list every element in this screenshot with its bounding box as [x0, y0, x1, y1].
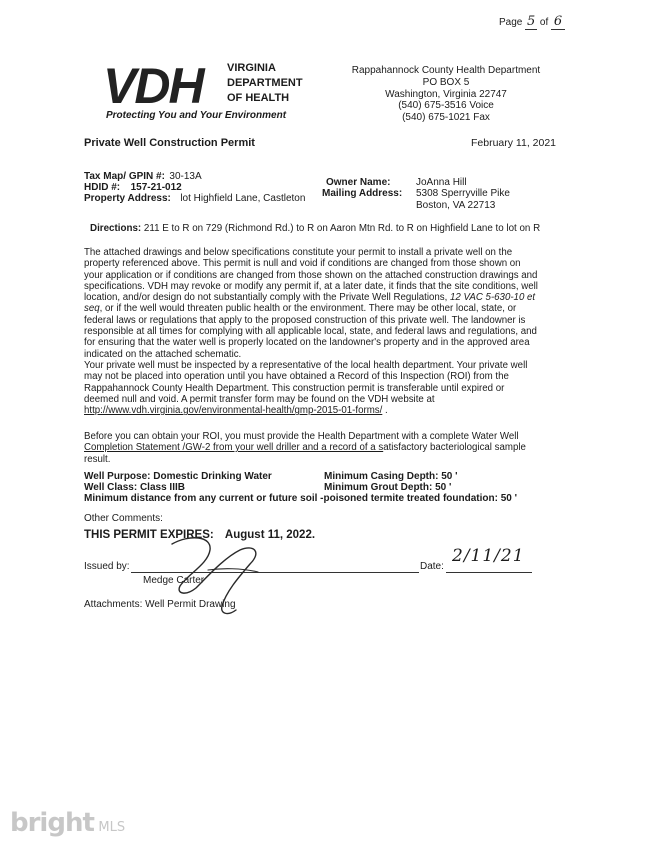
logo-line-department: DEPARTMENT	[227, 77, 303, 89]
roi-paragraph	[84, 431, 570, 465]
owner-value: JoAnna Hill	[416, 177, 467, 188]
agency-fax: (540) 675-1021 Fax	[402, 112, 490, 124]
page-label: Page	[499, 17, 523, 28]
regulation-citation: 12 VAC 5-630-10 et	[450, 292, 536, 304]
terms-line: responsible at all times for complying with all applicable local, state, and federal laws and regulations, and	[84, 326, 537, 338]
link-suffix: .	[382, 405, 388, 417]
well-class: Well Class: Class IIIB	[84, 482, 185, 493]
agency-address	[348, 65, 544, 124]
min-foundation-distance: Minimum distance from any current or future soil -poisoned termite treated foundation: 50 '	[84, 493, 517, 504]
terms-line	[84, 303, 570, 314]
logo-department	[227, 61, 303, 106]
roi-line: Before you can obtain your ROI, you must provide the Health Department with a complete Water Well	[84, 431, 519, 442]
terms-line	[84, 292, 570, 303]
terms-line: The attached drawings and below specifications constitute your permit to install a private well on the	[84, 247, 513, 258]
inspection-line: may not be placed into operation until you have obtained a Record of this Inspection (ROI) from the	[84, 371, 509, 383]
terms-line: specifications. VDH may revoke or modify any permit if, at a later date, it finds that the site conditions, well	[84, 280, 538, 292]
directions	[90, 223, 540, 234]
terms-line: property referenced above. This permit is null and void if conditions are changed from those shown on	[84, 258, 521, 270]
hdid-label: HDID #:	[84, 182, 121, 193]
terms-line: your application or if conditions are changed from those shown on the attached construction drawings and	[84, 269, 538, 281]
terms-line: for ensuring that the water well is properly located on the landowner's property and in the approved area	[84, 337, 530, 349]
property-label: Property Address:	[84, 193, 171, 204]
terms-line: federal laws or regulations that apply to the proposed construction of this private well. The landowner is	[84, 314, 526, 326]
page-number	[499, 14, 565, 30]
logo-initials: VDH	[103, 58, 203, 114]
issued-by-label: Issued by:	[84, 561, 130, 572]
permit-terms-paragraph	[84, 247, 570, 416]
agency-po-box: PO BOX 5	[422, 76, 470, 88]
mailing-line-2: Boston, VA 22713	[416, 200, 496, 211]
property-value: lot Highfield Lane, Castleton	[180, 193, 306, 204]
date-line	[446, 572, 532, 573]
mailing-label: Mailing Address:	[322, 188, 403, 199]
min-grout-depth: Minimum Grout Depth: 50 '	[324, 482, 452, 493]
directions-text: 211 E to R on 729 (Richmond Rd.) to R on Aaron Mtn Rd. to R on Highfield Lane to lot on R	[143, 223, 541, 234]
owner-label: Owner Name:	[326, 177, 391, 188]
inspection-line: Rappahannock County Health Department. This construction permit is transferable until expired or	[84, 382, 505, 394]
inspection-line: Your private well must be inspected by a representative of the local health department. Your private well	[84, 359, 528, 371]
document-date: February 11, 2021	[471, 137, 557, 149]
other-comments: Other Comments:	[84, 513, 163, 524]
logo-tagline: Protecting You and Your Environment	[106, 110, 287, 121]
inspection-line: deemed null and void. A permit transfer form may be found on the VDH website at	[84, 393, 435, 405]
terms-line-text: , or if the well would threaten public health or the environment. There may be other local, state, or	[99, 303, 517, 315]
roi-line	[84, 442, 570, 453]
document-title: Private Well Construction Permit	[84, 137, 255, 149]
logo-line-health: OF HEALTH	[227, 92, 290, 104]
page-current: 5	[527, 14, 536, 29]
expiration-label: THIS PERMIT EXPIRES:	[84, 529, 214, 541]
agency-voice: (540) 675-3516 Voice	[398, 100, 494, 112]
directions-label: Directions:	[90, 223, 142, 234]
roi-line-rest: atisfactory bacteriological sample	[383, 442, 526, 454]
bright-mls-watermark	[10, 808, 138, 838]
terms-line: indicated on the attached schematic.	[84, 348, 242, 360]
watermark-mls: MLS	[98, 820, 126, 835]
date-label: Date:	[420, 561, 444, 572]
tax-map-value: 30-13A	[169, 171, 202, 182]
roi-line: result.	[84, 453, 111, 465]
hdid-value: 157-21-012	[130, 182, 182, 193]
mailing-line-1: 5308 Sperryville Pike	[416, 188, 510, 199]
terms-line-text: location, and/or design do not substantially comply with the Private Well Regulations,	[84, 292, 448, 304]
agency-name: Rappahannock County Health Department	[351, 65, 541, 76]
inspection-line	[84, 405, 570, 416]
vdh-forms-link[interactable]: http://www.vdh.virginia.gov/environmental-health/gmp-2015-01-forms/	[84, 405, 383, 417]
min-casing-depth: Minimum Casing Depth: 50 '	[324, 471, 458, 482]
page-of-label: of	[539, 17, 549, 28]
tax-map-label: Tax Map/ GPIN #:	[84, 171, 165, 182]
regulation-citation-seq: seq	[84, 303, 100, 315]
expiration-date: August 11, 2022.	[224, 529, 316, 541]
watermark-brand: bright	[10, 808, 94, 838]
handwritten-date: 2/11/21	[452, 546, 525, 566]
page-total: 6	[551, 14, 565, 30]
roi-line-underlined: Completion Statement /GW-2 from your well driller and a record of a s	[84, 442, 384, 454]
issuer-name: Medge Carter	[143, 575, 205, 586]
well-purpose: Well Purpose: Domestic Drinking Water	[84, 471, 272, 482]
attachments: Attachments: Well Permit Drawing	[84, 599, 236, 610]
logo-line-virginia: VIRGINIA	[227, 62, 276, 74]
property-row	[84, 188, 305, 206]
agency-city: Washington, Virginia 22747	[385, 88, 507, 100]
